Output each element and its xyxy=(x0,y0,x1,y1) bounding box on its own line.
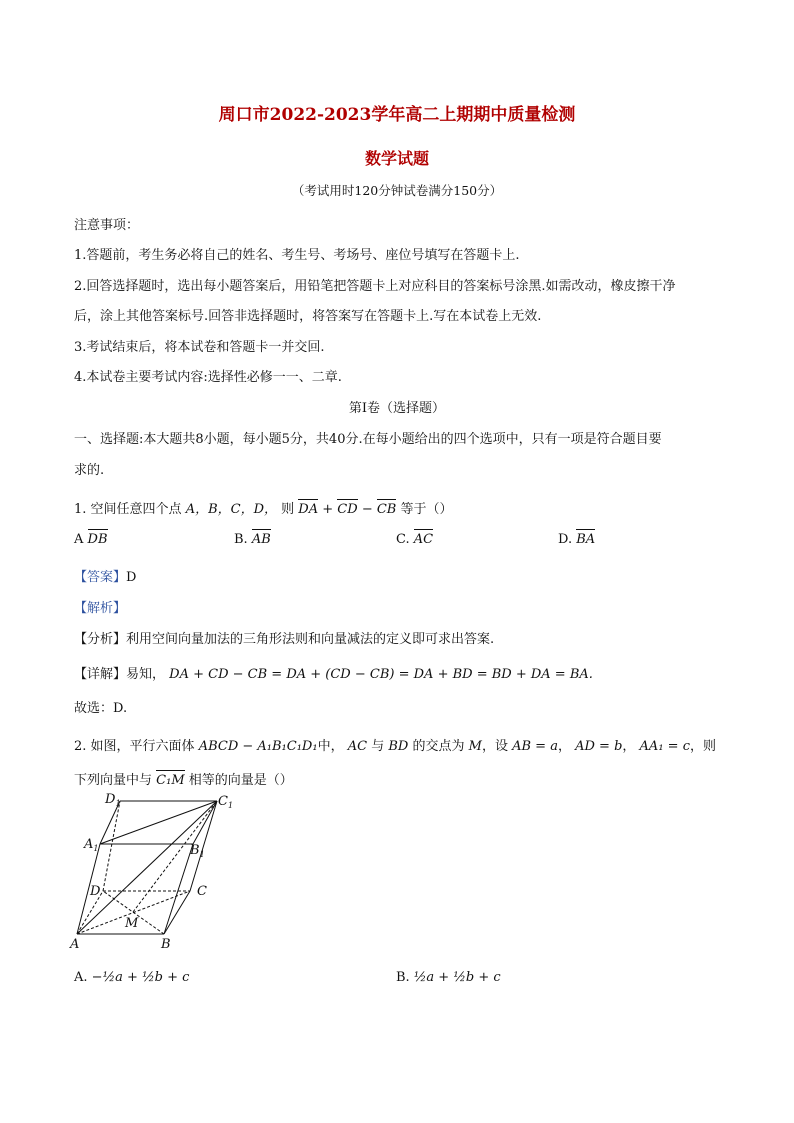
answer-label: 【答案】 xyxy=(74,570,127,585)
note-item: 2.回答选择题时，选出每小题答案后，用铅笔把答题卡上对应科目的答案标号涂黑.如需改动，橡皮擦干净 xyxy=(74,279,676,294)
label-a1: $A_1$ xyxy=(84,837,99,853)
q2-intersect: 的交点为 xyxy=(412,739,465,754)
operator-minus: − xyxy=(361,502,373,517)
fenxi-label: 【分析】 xyxy=(74,632,127,647)
q1-points: A，B，C，D， xyxy=(185,502,277,517)
q2-option-a[interactable] xyxy=(74,970,189,985)
q2-def-ad: AD = b xyxy=(575,739,623,754)
detail-lead: 易知， xyxy=(126,667,166,682)
q2-solid: ABCD − A₁B₁C₁D₁ xyxy=(198,739,318,754)
q2-option-b[interactable] xyxy=(396,970,501,985)
q1-fenxi xyxy=(74,628,494,647)
option-vector: AC xyxy=(413,532,434,547)
label-c: C xyxy=(197,884,207,899)
option-letter: B. xyxy=(396,970,410,985)
section-instruction-cont: 求的. xyxy=(74,463,105,478)
label-a: A xyxy=(70,937,80,952)
detail-label: 【详解】 xyxy=(74,667,127,682)
q1-option-c[interactable] xyxy=(396,532,433,547)
q1-analysis-label: 【解析】 xyxy=(74,601,127,616)
q2-m: M xyxy=(468,739,482,754)
q2-def-ab: AB = a xyxy=(512,739,558,754)
option-vector: BA xyxy=(576,532,596,547)
q1-then: 则 xyxy=(281,502,295,517)
answer-value: D xyxy=(126,570,137,585)
label-d1: $D_1$ xyxy=(105,792,121,808)
notes-heading: 注意事项： xyxy=(74,218,140,233)
exam-subject: 数学试题 xyxy=(364,149,429,168)
section-title: 第I卷（选择题） xyxy=(348,401,446,416)
option-vector: DB xyxy=(87,532,108,547)
note-item: 1.答题前，考生务必将自己的姓名、考生号、考场号、座位号填写在答题卡上. xyxy=(74,248,520,263)
label-b: B xyxy=(161,937,171,952)
edge-bb1 xyxy=(164,844,193,934)
option-expression: ½a + ½b + c xyxy=(413,970,501,985)
edge-b1c1 xyxy=(193,801,217,844)
edge-bc xyxy=(164,891,190,934)
label-c1: $C_1$ xyxy=(218,794,234,810)
q1-detail xyxy=(74,663,593,682)
option-letter: D. xyxy=(558,532,573,547)
q2-with: 与 xyxy=(371,739,385,754)
question-2-line-1: 2. 如图，平行六面体 ABCD − A₁B₁C₁D₁中， AC 与 BD 的交点为 M，设 AB = a， AD = b， AA₁ = c，则 xyxy=(74,739,716,754)
q1-conclusion: 故选：D. xyxy=(74,701,128,716)
edge-ac1 xyxy=(77,801,217,934)
q2-line2-prefix: 下列向量中与 xyxy=(74,773,153,788)
option-letter: A. xyxy=(74,970,88,985)
note-item: 3.考试结束后，将本试卷和答题卡一并交回. xyxy=(74,340,325,355)
vector-da: DA xyxy=(298,502,319,517)
operator-plus: + xyxy=(322,502,334,517)
q2-ac: AC xyxy=(347,739,368,754)
q2-prefix: 2. 如图，平行六面体 xyxy=(74,739,195,754)
q1-answer xyxy=(74,566,136,585)
note-item: 4.本试卷主要考试内容:选择性必修一一、二章. xyxy=(74,370,342,385)
q1-prefix: 1. 空间任意四个点 xyxy=(74,502,182,517)
q2-def-aa1: AA₁ = c xyxy=(639,739,690,754)
label-d: D xyxy=(90,884,101,899)
q1-suffix: 等于（） xyxy=(400,502,453,517)
vector-cb: CB xyxy=(376,502,397,517)
vector-c1m: C₁M xyxy=(156,773,185,788)
option-letter: A xyxy=(74,532,84,547)
exam-info: （考试用时120分钟试卷满分150分） xyxy=(291,183,503,198)
option-expression: −½a + ½b + c xyxy=(91,970,190,985)
question-2-line-2 xyxy=(74,769,293,788)
q1-option-a[interactable] xyxy=(74,532,108,547)
note-item: 后，涂上其他答案标号.回答非选择题时，将答案写在答题卡上.写在本试卷上无效. xyxy=(74,309,542,324)
exam-title: 周口市2022-2023学年高二上期期中质量检测 xyxy=(218,105,576,125)
label-b1: $B_1$ xyxy=(190,843,205,859)
option-vector: AB xyxy=(251,532,271,547)
option-letter: B. xyxy=(234,532,248,547)
q2-mid: 中， xyxy=(317,739,344,754)
label-m: M xyxy=(125,916,139,931)
section-instruction: 一、选择题:本大题共8小题，每小题5分，共40分.在每小题给出的四个选项中，只有一项是符合题目要 xyxy=(74,432,662,447)
q2-set: ，设 xyxy=(481,739,508,754)
edge-dd1 xyxy=(103,801,120,891)
parallelepiped-figure xyxy=(60,788,234,958)
vector-cd: CD xyxy=(337,502,358,517)
q2-then: ，则 xyxy=(689,739,716,754)
fenxi-text: 利用空间向量加法的三角形法则和向量减法的定义即可求出答案. xyxy=(126,632,495,647)
option-letter: C. xyxy=(396,532,410,547)
detail-expression: DA + CD − CB = DA + (CD − CB) = DA + BD = BD + DA = BA. xyxy=(169,667,593,682)
q2-line2-suffix: 相等的向量是（） xyxy=(188,773,293,788)
q1-option-b[interactable] xyxy=(234,532,271,547)
question-1 xyxy=(74,498,453,517)
q2-bd: BD xyxy=(388,739,409,754)
q1-option-d[interactable] xyxy=(558,532,595,547)
